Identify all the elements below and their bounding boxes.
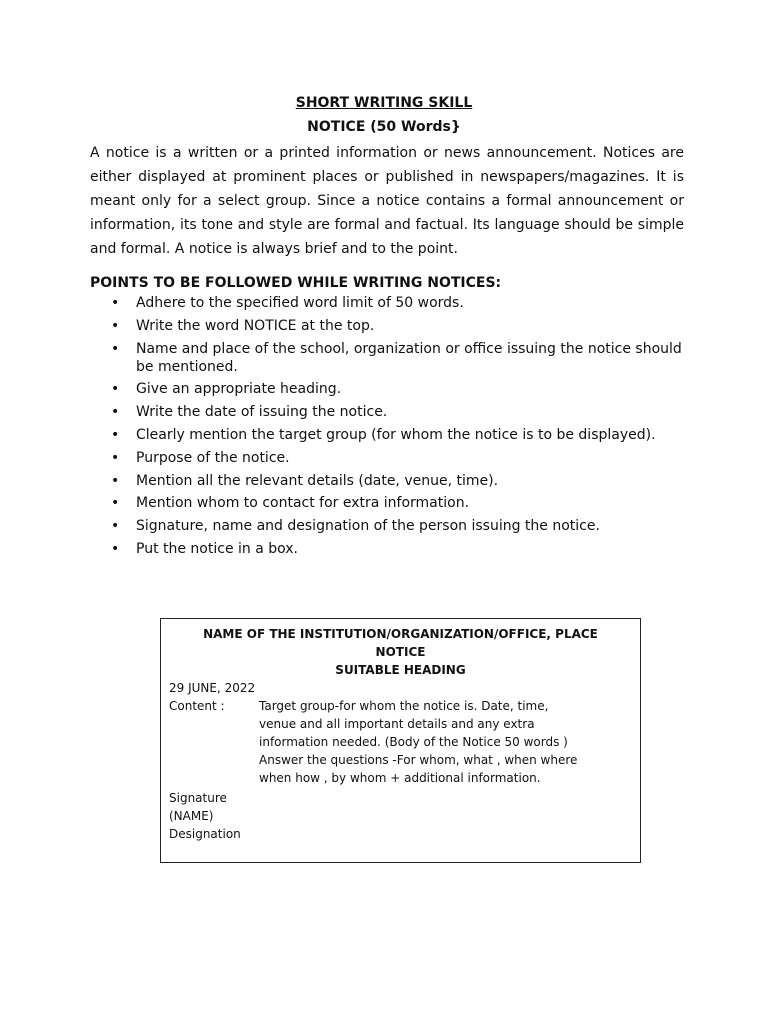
notice-institution-line: NAME OF THE INSTITUTION/ORGANIZATION/OFFICE, PLACE xyxy=(203,627,598,641)
bullet-icon: • xyxy=(111,495,120,512)
list-item xyxy=(90,340,690,376)
list-item xyxy=(90,317,690,335)
bullet-icon: • xyxy=(111,518,120,535)
notice-content-body: Target group-for whom the notice is. Date, time, venue and all important details and any extra information needed. (Body of the Notice 50 words ) Answer the questions -For whom, what , when where when how , by whom + additional information. xyxy=(259,699,578,785)
notice-name: (NAME) xyxy=(169,809,214,823)
notice-format-box xyxy=(160,618,641,863)
document-title: SHORT WRITING SKILL xyxy=(295,95,473,111)
bullet-icon: • xyxy=(111,472,120,489)
list-item xyxy=(90,294,690,312)
points-heading: POINTS TO BE FOLLOWED WHILE WRITING NOTICES: xyxy=(90,275,502,291)
list-item-text: Signature, name and designation of the person issuing the notice. xyxy=(136,518,600,535)
points-list xyxy=(90,294,690,563)
list-item-text: Purpose of the notice. xyxy=(136,449,290,466)
list-item-text: Adhere to the specified word limit of 50 words. xyxy=(136,295,464,311)
list-item xyxy=(90,449,690,467)
list-item-text: Name and place of the school, organization or office issuing the notice should be mentioned. xyxy=(136,340,682,375)
bullet-icon: • xyxy=(111,426,120,443)
list-item-text: Put the notice in a box. xyxy=(136,540,299,557)
bullet-icon: • xyxy=(111,317,120,334)
list-item-text: Write the word NOTICE at the top. xyxy=(136,317,375,334)
list-item xyxy=(90,540,690,558)
notice-content-label: Content : xyxy=(169,699,225,713)
bullet-icon: • xyxy=(111,540,120,557)
bullet-icon: • xyxy=(111,295,120,311)
list-item xyxy=(90,426,690,444)
list-item xyxy=(90,403,690,421)
notice-date: 29 JUNE, 2022 xyxy=(169,681,256,695)
list-item xyxy=(90,494,690,512)
list-item-text: Clearly mention the target group (for whom the notice is to be displayed). xyxy=(136,426,656,443)
notice-designation: Designation xyxy=(169,827,241,841)
bullet-icon: • xyxy=(111,340,120,357)
bullet-icon: • xyxy=(111,404,120,421)
notice-word: NOTICE xyxy=(375,645,426,659)
list-item-text: Mention whom to contact for extra information. xyxy=(136,495,470,512)
bullet-icon: • xyxy=(111,449,120,466)
list-item-text: Write the date of issuing the notice. xyxy=(136,404,388,421)
document-subtitle: NOTICE (50 Words} xyxy=(307,119,461,135)
notice-signature: Signature xyxy=(169,791,227,805)
notice-heading: SUITABLE HEADING xyxy=(335,663,466,677)
intro-paragraph: A notice is a written or a printed information or news announcement. Notices are either displayed at prominent places or published in newspapers/magazines. It is meant only for a select group. Since a notice contains a formal announcement or information, its tone and style are formal and factual. Its language should be simple and formal. A notice is always brief and to the point. xyxy=(90,145,684,257)
list-item-text: Mention all the relevant details (date, venue, time). xyxy=(136,472,499,489)
list-item xyxy=(90,380,690,398)
list-item-text: Give an appropriate heading. xyxy=(136,381,342,398)
list-item xyxy=(90,472,690,490)
bullet-icon: • xyxy=(111,381,120,398)
list-item xyxy=(90,517,690,535)
